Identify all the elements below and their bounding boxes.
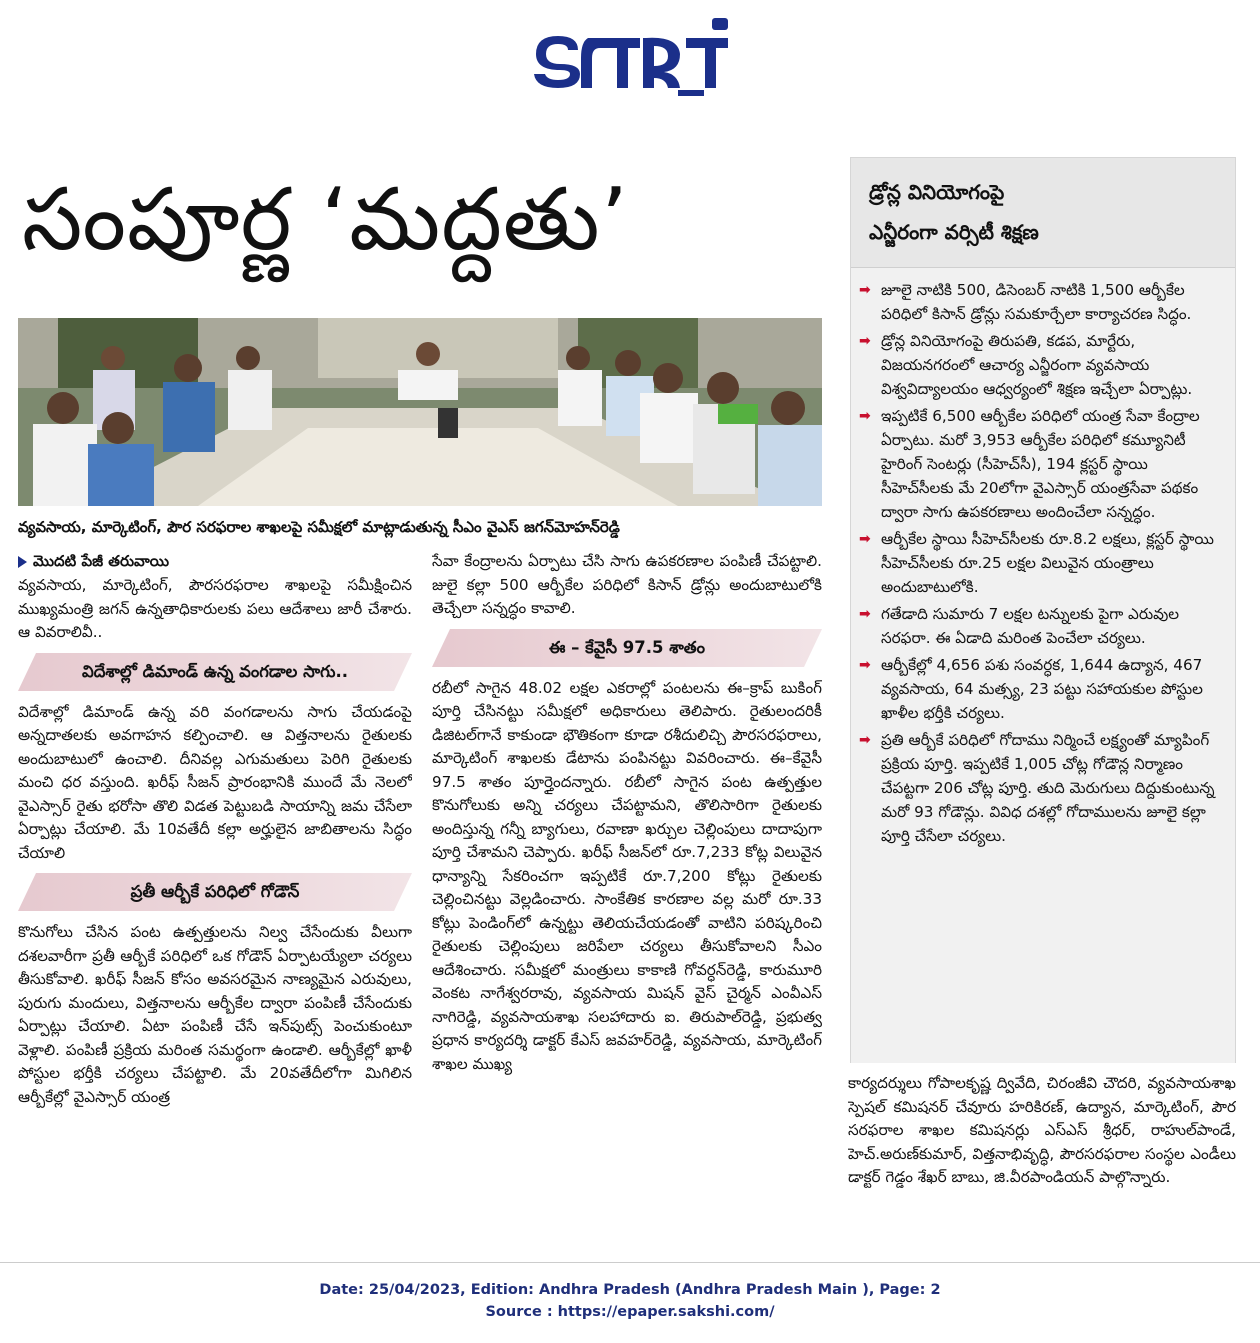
arrow-icon: ➡ <box>859 408 871 424</box>
triangle-icon <box>18 556 27 568</box>
article-headline: సంపూర్ణ ‘మద్దతు’ <box>22 170 629 270</box>
article-column-1 <box>18 550 412 1240</box>
sakshi-logo <box>528 14 733 96</box>
subheading-2-text: ప్రతీ ఆర్బీకే పరిధిలో గోడౌన్ <box>130 882 300 902</box>
subheading-1-text: విదేశాల్లో డిమాండ్ ఉన్న వంగడాల సాగు.. <box>81 661 349 681</box>
sidebar-bullet: ➡ డ్రోన్ల వినియోగంపై తిరుపతి, కడప, మార్టేరు, విజయనగరంలో ఆచార్య ఎన్జీరంగా వ్యవసాయ విశ్వవిద్యాలయం ఆధ్వర్యంలో శిక్షణ ఇచ్చేలా ఏర్పాట్లు. <box>859 329 1225 401</box>
subheading-1 <box>18 653 412 691</box>
footer-date-edition: Date: 25/04/2023, Edition: Andhra Pradesh (Andhra Pradesh Main ), Page: 2 <box>319 1282 941 1298</box>
sakshi-logo-mark <box>528 14 733 96</box>
sidebar-bullet: ➡ ఆర్బీకేల స్థాయి సీహెచ్‌సీలకు రూ.8.2 లక్షలు, క్లస్టర్ స్థాయి సీహెచ్‌సీలకు రూ.25 లక్షల విలువైన యంత్రాలు అందుబాటులోకి. <box>859 527 1225 599</box>
article-column-3 <box>848 1072 1236 1240</box>
sidebar-bullet: ➡ ఇప్పటికే 6,500 ఆర్బీకేల పరిధిలో యంత్ర సేవా కేంద్రాల ఏర్పాటు. మరో 3,953 ఆర్బీకేల పరిధిలో కమ్యూనిటీ హైరింగ్ సెంటర్లు (సీహెచ్‌సీ), 194 క్లస్టర్ స్థాయి సీహెచ్‌సీలకు మే 20లోగా వైఎస్సార్ యంత్రసేవా పథకం ద్వారా సాగు ఉపకరణాలు అందించేలా సన్నద్ధం. <box>859 404 1225 524</box>
sidebar-title <box>851 158 1235 268</box>
sidebar-bullet: ➡ గతేడాది సుమారు 7 లక్షల టన్నులకు పైగా ఎరువుల సరఫరా. ఈ ఏడాది మరింత పెంచేలా చర్యలు. <box>859 602 1225 650</box>
footer-source-text[interactable]: Source : https://epaper.sakshi.com/ <box>485 1304 775 1320</box>
continued-from-label <box>18 550 412 574</box>
section-2-paragraph: కొనుగోలు చేసిన పంట ఉత్పత్తులను నిల్వ చేసేందుకు వీలుగా దశలవారీగా ప్రతీ ఆర్బీకే పరిధిలో ఒక గోడౌన్ ఏర్పాటయ్యేలా చర్యలు తీసుకోవాలి. ఖరీఫ్ సీజన్ కోసం అవసరమైన నాణ్యమైన ఎరువులు, పురుగు మందులు, విత్తనాలను ఆర్బీకేల ద్వారా పంపిణీ చేసేందుకు ఏర్పాట్లు చేయాలి. ఏటా పంపిణీ చేసే ఇన్‌పుట్స్ పెంచుకుంటూ వెళ్లాలి. పంపిణీ ప్రక్రియ మరింత సమర్థంగా ఉండాలి. ఆర్బీకేల్లో ఖాళీ పోస్టుల భర్తీకి చర్యలు చేపట్టాలి. మే 20వతేదీలోగా మిగిలిన ఆర్బీకేల్లో వైఎస్సార్ యంత్ర <box>18 923 412 1106</box>
arrow-icon: ➡ <box>859 732 871 748</box>
intro-paragraph: వ్యవసాయ, మార్కెటింగ్, పౌరసరఫరాల శాఖలపై సమీక్షించిన ముఖ్యమంత్రి జగన్ ఉన్నతాధికారులకు పలు ఆదేశాలు జారీ చేశారు. ఆ వివరాలివీ.. <box>18 576 412 641</box>
sidebar-bullet: ➡ జూలై నాటికి 500, డిసెంబర్ నాటికి 1,500 ఆర్బీకేల పరిధిలో కిసాన్ డ్రోన్లు సమకూర్చేలా కార్యాచరణ సిద్ధం. <box>859 278 1225 326</box>
arrow-icon: ➡ <box>859 606 871 622</box>
subheading-2 <box>18 873 412 911</box>
sidebar-title-line-1: డ్రోన్ల వినియోగంపై <box>869 180 1005 204</box>
arrow-icon: ➡ <box>859 657 871 673</box>
sidebar-title-line-2: ఎన్జీరంగా వర్సిటీ శిక్షణ <box>869 220 1039 244</box>
sidebar-bullet: ➡ ఆర్బీకేల్లో 4,656 పశు సంవర్ధక, 1,644 ఉద్యాన, 467 వ్యవసాయ, 64 మత్స్య, 23 పట్టు సహాయకుల పోస్టుల ఖాళీల భర్తీకి చర్యలు. <box>859 653 1225 725</box>
photo-caption: వ్యవసాయ, మార్కెటింగ్, పౌర సరఫరాల శాఖలపై సమీక్షలో మాట్లాడుతున్న సీఎం వైఎస్ జగన్‌మోహన్‌రెడ్డి <box>18 518 620 536</box>
sidebar-bullet: ➡ ప్రతి ఆర్బీకే పరిధిలో గోదాము నిర్మించే లక్ష్యంతో మ్యాపింగ్ ప్రక్రియ పూర్తి. ఇప్పటికే 1,005 చోట్ల గోడౌన్ల నిర్మాణం చేపట్టగా 206 చోట్ల పూర్తి. తుది మెరుగులు దిద్దుకుంటున్న మరో 93 గోడౌన్లు. వివిధ దశల్లో గోదాములను జూలై కల్లా పూర్తి చేసేలా చర్యలు. <box>859 728 1225 848</box>
arrow-icon: ➡ <box>859 531 871 547</box>
page-footer <box>0 1262 1260 1323</box>
section-3-paragraph: రబీలో సాగైన 48.02 లక్షల ఎకరాల్లో పంటలను ఈ–క్రాప్ బుకింగ్ పూర్తి చేసినట్టు సమీక్షలో అధికారులు తెలిపారు. రైతులందరికీ డిజిటల్‌గానే కాకుండా భౌతికంగా కూడా రశీదులిచ్చి పౌరసరఫరాలు, మార్కెటింగ్ శాఖలకు డేటాను పంపినట్టు వివరించారు. ఈ–కేవైసీ 97.5 శాతం పూర్తైందన్నారు. రబీలో సాగైన పంట ఉత్పత్తుల కొనుగోలుకు అన్ని చర్యలు చేపట్టామని, తొలిసారిగా రైతులకు అందిస్తున్న గన్నీ బ్యాగులు, రవాణా ఖర్చుల చెల్లింపులు దాదాపుగా పూర్తి చేశామని చెప్పారు. ఖరీఫ్ సీజన్‌లో రూ.7,233 కోట్ల విలువైన ధాన్యాన్ని సేకరించగా ఇప్పటికే రూ.7,200 కోట్లు రైతులకు చెల్లించినట్టు వెల్లడించారు. సాంకేతిక కారణాల వల్ల మరో రూ.33 కోట్లు పెండింగ్‌లో ఉన్నట్టు తెలియచేయడంతో వాటిని పరిష్కరించి రైతులకు చెల్లింపులు జరిపేలా చర్యలు తీసుకోవాలని సీఎం ఆదేశించారు. సమీక్షలో మంత్రులు కాకాణి గోవర్ధన్‌రెడ్డి, కారుమూరి వెంకట నాగేశ్వరరావు, వ్యవసాయ మిషన్ వైస్ చైర్మన్ ఎంవీఎస్ నాగిరెడ్డి, వ్యవసాయశాఖ సలహాదారు ఐ. తిరుపాల్‌రెడ్డి, ప్రభుత్వ ప్రధాన కార్యదర్శి డాక్టర్ కేఎస్ జవహర్‌రెడ్డి, వ్యవసాయ, మార్కెటింగ్ శాఖల ముఖ్య <box>432 678 822 1073</box>
column-2-top-paragraph: సేవా కేంద్రాలను ఏర్పాటు చేసి సాగు ఉపకరణాల పంపిణీ చేపట్టాలి. జులై కల్లా 500 ఆర్బీకేల పరిధిలో కిసాన్ డ్రోన్లు అందుబాటులోకి తెచ్చేలా సన్నద్ధం కావాలి. <box>432 552 822 617</box>
subheading-3-text: ఈ – కేవైసీ 97.5 శాతం <box>548 637 706 657</box>
arrow-icon: ➡ <box>859 282 871 298</box>
section-1-paragraph: విదేశాల్లో డిమాండ్ ఉన్న వరి వంగడాలను సాగు చేయడంపై అన్నదాతలకు అవగాహన కల్పించాలి. ఆ విత్తనాలను రైతులకు అందుబాటులో ఉంచాలి. దీనివల్ల ఎగుమతులు పెరిగి రైతులకు మంచి ధర వస్తుంది. ఖరీఫ్ సీజన్ ప్రారంభానికి ముందే మే నెలలో వైఎస్సార్ రైతు భరోసా తొలి విడత పెట్టుబడి సాయాన్ని జమ చేసేలా ఏర్పాట్లు చేయాలి. మే 10వతేదీ కల్లా అర్హులైన జాబితాలను సిద్ధం చేయాలి <box>18 702 412 862</box>
sidebar-bullets <box>851 268 1235 1063</box>
article-column-2 <box>432 550 822 1240</box>
arrow-icon: ➡ <box>859 333 871 349</box>
footer-source[interactable] <box>0 1301 1260 1323</box>
column-3-paragraph: కార్యదర్శులు గోపాలకృష్ణ ద్వివేది, చిరంజీవి చౌదరి, వ్యవసాయశాఖ స్పెషల్ కమిషనర్ చేవూరు హరికిరణ్, ఉద్యాన, మార్కెటింగ్, పౌర సరఫరాల శాఖల కమిషనర్లు ఎస్ఎస్ శ్రీధర్, రాహుల్‌పాండే, హెచ్.అరుణ్‌కుమార్, విత్తనాభివృద్ధి, పౌరసరఫరాల సంస్థల ఎండీలు డాక్టర్ గెడ్డం శేఖర్ బాబు, జి.వీరపాండియన్ పాల్గొన్నారు. <box>848 1074 1236 1186</box>
subheading-3 <box>432 629 822 667</box>
meeting-photo <box>18 318 822 506</box>
sidebar-box <box>850 157 1236 1063</box>
continued-from-text: మొదటి పేజీ తరువాయి <box>33 552 170 571</box>
